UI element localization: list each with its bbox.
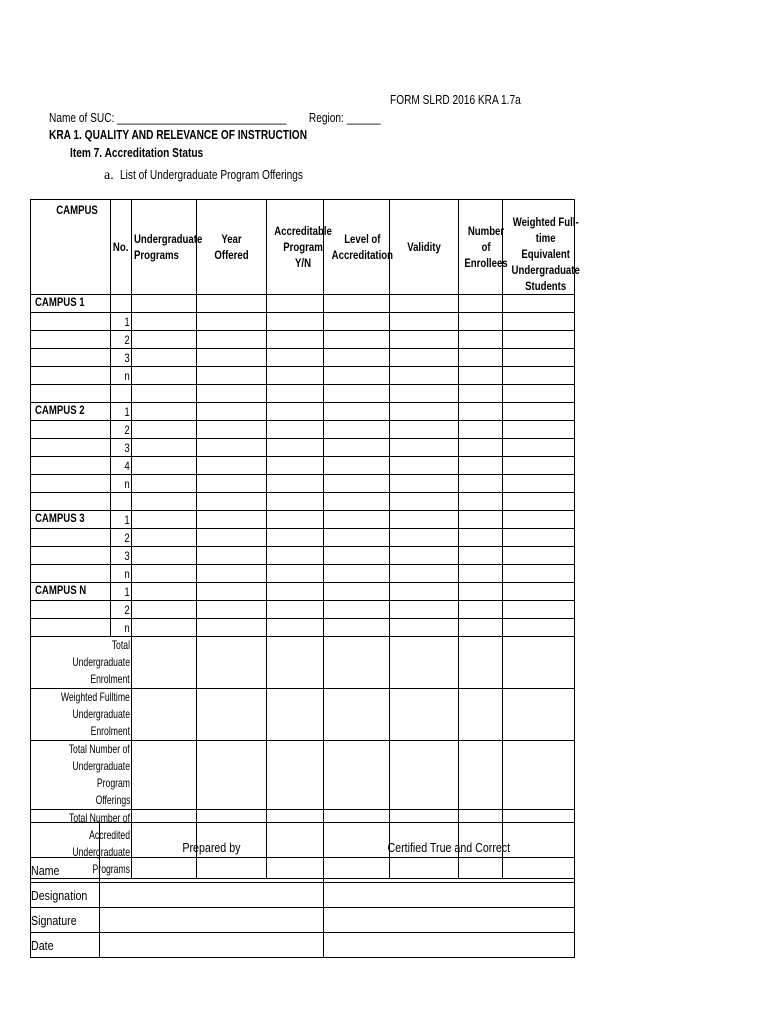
total-cell[interactable] bbox=[459, 637, 503, 689]
row-number: 1 bbox=[111, 511, 132, 529]
entry-cell[interactable] bbox=[390, 583, 459, 601]
entry-cell[interactable] bbox=[132, 313, 197, 331]
entry-cell[interactable] bbox=[197, 367, 267, 385]
col-programs: Undergraduate Programs bbox=[132, 200, 197, 295]
campus-row bbox=[31, 295, 575, 313]
total-cell[interactable] bbox=[197, 637, 267, 689]
entry-cell[interactable] bbox=[267, 475, 324, 493]
entry-cell[interactable] bbox=[267, 583, 324, 601]
entry-cell[interactable] bbox=[459, 601, 503, 619]
entry-cell[interactable] bbox=[459, 583, 503, 601]
entry-cell[interactable] bbox=[197, 331, 267, 349]
entry-cell[interactable] bbox=[267, 313, 324, 331]
entry-cell[interactable] bbox=[459, 367, 503, 385]
campus-blank bbox=[31, 565, 111, 583]
spacer-cell[interactable] bbox=[324, 385, 390, 403]
total-cell[interactable] bbox=[324, 689, 390, 741]
total-label-weighted: Weighted Fulltime Undergraduate Enrolment bbox=[31, 689, 132, 741]
total-row-weighted bbox=[31, 689, 575, 741]
spacer-cell[interactable] bbox=[503, 385, 575, 403]
entry-cell[interactable] bbox=[267, 331, 324, 349]
suc-name-label: Name of SUC: ______________________________ bbox=[49, 110, 287, 125]
entry-cell[interactable] bbox=[390, 331, 459, 349]
signature-label: Signature bbox=[31, 908, 100, 933]
entry-cell[interactable] bbox=[459, 349, 503, 367]
entry-cell[interactable] bbox=[503, 403, 575, 421]
entry-cell[interactable] bbox=[324, 511, 390, 529]
entry-cell[interactable] bbox=[390, 547, 459, 565]
entry-cell[interactable] bbox=[132, 457, 197, 475]
entry-cell[interactable] bbox=[197, 313, 267, 331]
entry-cell[interactable] bbox=[324, 457, 390, 475]
entry-cell[interactable] bbox=[390, 457, 459, 475]
spacer-cell[interactable] bbox=[132, 493, 197, 511]
entry-cell[interactable] bbox=[267, 295, 324, 313]
total-cell[interactable] bbox=[503, 689, 575, 741]
spacer-cell[interactable] bbox=[31, 493, 111, 511]
entry-cell[interactable] bbox=[197, 349, 267, 367]
row-number: n bbox=[111, 565, 132, 583]
entry-cell[interactable] bbox=[459, 511, 503, 529]
entry-cell[interactable] bbox=[132, 349, 197, 367]
table-row bbox=[31, 529, 575, 547]
row-number: 3 bbox=[111, 547, 132, 565]
row-number: 4 bbox=[111, 457, 132, 475]
campus-label: CAMPUS 3 bbox=[31, 511, 111, 529]
campus-blank bbox=[31, 529, 111, 547]
entry-cell[interactable] bbox=[132, 565, 197, 583]
entry-cell[interactable] bbox=[324, 619, 390, 637]
total-label-offerings: Total Number of Undergraduate Program Offerings bbox=[31, 741, 132, 810]
entry-cell[interactable] bbox=[132, 601, 197, 619]
entry-cell[interactable] bbox=[267, 457, 324, 475]
entry-cell[interactable] bbox=[390, 349, 459, 367]
entry-cell[interactable] bbox=[197, 547, 267, 565]
entry-cell[interactable] bbox=[197, 421, 267, 439]
campus-blank bbox=[31, 619, 111, 637]
total-label-enrolment: Total Undergraduate Enrolment bbox=[31, 637, 132, 689]
spacer-cell[interactable] bbox=[197, 493, 267, 511]
campus-blank bbox=[31, 439, 111, 457]
row-number: 2 bbox=[111, 421, 132, 439]
entry-cell[interactable] bbox=[390, 475, 459, 493]
entry-cell[interactable] bbox=[324, 529, 390, 547]
total-row-enrolment bbox=[31, 637, 575, 689]
campus-blank bbox=[31, 421, 111, 439]
entry-cell[interactable] bbox=[459, 475, 503, 493]
entry-cell[interactable] bbox=[324, 475, 390, 493]
entry-cell[interactable] bbox=[324, 439, 390, 457]
campus-label: CAMPUS N bbox=[31, 583, 111, 601]
signature-table bbox=[30, 822, 575, 958]
campus-label: CAMPUS 1 bbox=[31, 295, 111, 313]
entry-cell[interactable] bbox=[324, 421, 390, 439]
total-cell[interactable] bbox=[390, 637, 459, 689]
entry-cell[interactable] bbox=[459, 439, 503, 457]
form-code: FORM SLRD 2016 KRA 1.7a bbox=[390, 92, 521, 107]
table-row bbox=[31, 331, 575, 349]
spacer-cell[interactable] bbox=[197, 385, 267, 403]
entry-cell[interactable] bbox=[503, 511, 575, 529]
date-label: Date bbox=[31, 933, 100, 958]
entry-cell[interactable] bbox=[132, 583, 197, 601]
spacer-cell[interactable] bbox=[111, 385, 132, 403]
item-title: Item 7. Accreditation Status bbox=[70, 145, 204, 160]
entry-cell[interactable] bbox=[267, 439, 324, 457]
entry-cell[interactable] bbox=[459, 421, 503, 439]
table-row bbox=[31, 565, 575, 583]
certified-header: Certified True and Correct bbox=[324, 823, 575, 858]
entry-cell[interactable] bbox=[197, 457, 267, 475]
entry-cell[interactable] bbox=[324, 331, 390, 349]
entry-cell[interactable] bbox=[197, 583, 267, 601]
entry-cell[interactable] bbox=[503, 619, 575, 637]
entry-cell[interactable] bbox=[267, 529, 324, 547]
spacer-cell[interactable] bbox=[390, 385, 459, 403]
entry-cell[interactable] bbox=[459, 529, 503, 547]
table-row bbox=[31, 601, 575, 619]
spacer-row bbox=[31, 385, 575, 403]
suc-region-line bbox=[49, 110, 474, 125]
row-number: n bbox=[111, 367, 132, 385]
entry-cell[interactable] bbox=[503, 331, 575, 349]
campus-blank bbox=[31, 457, 111, 475]
col-level: Level of Accreditation bbox=[324, 200, 390, 295]
row-number: 1 bbox=[111, 313, 132, 331]
table-row bbox=[31, 349, 575, 367]
entry-cell[interactable] bbox=[324, 547, 390, 565]
row-number: 2 bbox=[111, 331, 132, 349]
table-row bbox=[31, 619, 575, 637]
table-row bbox=[31, 421, 575, 439]
spacer-row bbox=[31, 493, 575, 511]
total-cell[interactable] bbox=[390, 689, 459, 741]
entry-cell[interactable] bbox=[132, 403, 197, 421]
entry-cell[interactable] bbox=[267, 565, 324, 583]
entry-cell[interactable] bbox=[503, 583, 575, 601]
entry-cell[interactable] bbox=[132, 511, 197, 529]
campus-blank bbox=[31, 547, 111, 565]
spacer-cell[interactable] bbox=[324, 493, 390, 511]
entry-cell[interactable] bbox=[267, 547, 324, 565]
region-label: Region: ______ bbox=[308, 110, 381, 125]
spacer-cell[interactable] bbox=[267, 493, 324, 511]
entry-cell[interactable] bbox=[390, 403, 459, 421]
col-weighted: Weighted Full-time Equivalent Undergraduate Students bbox=[503, 200, 575, 295]
prepared-by-header: Prepared by bbox=[100, 823, 324, 858]
campus-blank bbox=[31, 349, 111, 367]
prepared-designation-field[interactable] bbox=[100, 883, 324, 908]
certified-signature-field[interactable] bbox=[324, 908, 575, 933]
entry-cell[interactable] bbox=[459, 457, 503, 475]
entry-cell[interactable] bbox=[324, 601, 390, 619]
entry-cell[interactable] bbox=[197, 403, 267, 421]
certified-name-field[interactable] bbox=[324, 858, 575, 883]
entry-cell[interactable] bbox=[197, 529, 267, 547]
name-label: Name bbox=[31, 858, 100, 883]
total-cell[interactable] bbox=[197, 741, 267, 810]
total-cell[interactable] bbox=[390, 741, 459, 810]
list-marker: a. bbox=[104, 168, 114, 183]
entry-cell[interactable] bbox=[390, 511, 459, 529]
campus-label: CAMPUS 2 bbox=[31, 403, 111, 421]
spacer-cell[interactable] bbox=[132, 385, 197, 403]
entry-cell[interactable] bbox=[267, 619, 324, 637]
entry-cell[interactable] bbox=[132, 439, 197, 457]
entry-cell[interactable] bbox=[503, 529, 575, 547]
total-cell[interactable] bbox=[267, 741, 324, 810]
entry-cell[interactable] bbox=[267, 511, 324, 529]
entry-cell[interactable] bbox=[459, 295, 503, 313]
entry-cell[interactable] bbox=[197, 565, 267, 583]
total-cell[interactable] bbox=[324, 637, 390, 689]
entry-cell[interactable] bbox=[459, 403, 503, 421]
total-cell[interactable] bbox=[197, 689, 267, 741]
col-accreditable: Accreditable Program Y/N bbox=[267, 200, 324, 295]
campus-row bbox=[31, 511, 575, 529]
entry-cell[interactable] bbox=[503, 421, 575, 439]
spacer-cell[interactable] bbox=[390, 493, 459, 511]
entry-cell[interactable] bbox=[197, 295, 267, 313]
total-label-accredited: Total Number of Accredited Undergraduate Programs bbox=[31, 810, 132, 879]
entry-cell[interactable] bbox=[267, 421, 324, 439]
entry-cell[interactable] bbox=[132, 421, 197, 439]
spacer-cell[interactable] bbox=[111, 493, 132, 511]
entry-cell[interactable] bbox=[503, 349, 575, 367]
table-row bbox=[31, 457, 575, 475]
row-number: 3 bbox=[111, 349, 132, 367]
table-row bbox=[31, 547, 575, 565]
entry-cell[interactable] bbox=[324, 403, 390, 421]
row-number: 2 bbox=[111, 529, 132, 547]
row-number: 1 bbox=[111, 403, 132, 421]
entry-cell[interactable] bbox=[459, 547, 503, 565]
col-no: No. bbox=[111, 200, 132, 295]
spacer-cell[interactable] bbox=[503, 493, 575, 511]
entry-cell[interactable] bbox=[503, 439, 575, 457]
spacer-cell[interactable] bbox=[459, 493, 503, 511]
entry-cell[interactable] bbox=[267, 601, 324, 619]
list-title-text: List of Undergraduate Program Offerings bbox=[119, 167, 303, 182]
entry-cell[interactable] bbox=[459, 313, 503, 331]
entry-cell[interactable] bbox=[132, 547, 197, 565]
entry-cell[interactable] bbox=[267, 349, 324, 367]
col-enrollees: Number of Enrollees bbox=[459, 200, 503, 295]
spacer-cell[interactable] bbox=[267, 385, 324, 403]
campus-blank bbox=[31, 601, 111, 619]
table-row bbox=[31, 367, 575, 385]
campus-blank bbox=[31, 475, 111, 493]
table-row bbox=[31, 313, 575, 331]
entry-cell[interactable] bbox=[197, 475, 267, 493]
entry-cell[interactable] bbox=[459, 619, 503, 637]
kra-title: KRA 1. QUALITY AND RELEVANCE OF INSTRUCTION bbox=[49, 127, 308, 142]
total-cell[interactable] bbox=[324, 741, 390, 810]
accreditation-table bbox=[30, 199, 580, 879]
entry-cell[interactable] bbox=[197, 601, 267, 619]
spacer-cell[interactable] bbox=[459, 385, 503, 403]
prepared-date-field[interactable] bbox=[100, 933, 324, 958]
total-cell[interactable] bbox=[267, 689, 324, 741]
row-number: 3 bbox=[111, 439, 132, 457]
entry-cell[interactable] bbox=[132, 529, 197, 547]
designation-label: Designation bbox=[31, 883, 100, 908]
prepared-name-field[interactable] bbox=[100, 858, 324, 883]
entry-cell[interactable] bbox=[390, 529, 459, 547]
entry-cell[interactable] bbox=[324, 367, 390, 385]
entry-cell[interactable] bbox=[324, 349, 390, 367]
entry-cell[interactable] bbox=[503, 601, 575, 619]
total-row-offerings bbox=[31, 741, 575, 810]
entry-cell[interactable] bbox=[132, 295, 197, 313]
total-cell[interactable] bbox=[459, 741, 503, 810]
certified-date-field[interactable] bbox=[324, 933, 575, 958]
entry-cell[interactable] bbox=[390, 439, 459, 457]
entry-cell[interactable] bbox=[197, 439, 267, 457]
col-campus: CAMPUS bbox=[31, 200, 111, 295]
entry-cell[interactable] bbox=[503, 367, 575, 385]
entry-cell[interactable] bbox=[132, 619, 197, 637]
total-cell[interactable] bbox=[132, 689, 197, 741]
entry-cell[interactable] bbox=[197, 511, 267, 529]
entry-cell[interactable] bbox=[267, 367, 324, 385]
prepared-signature-field[interactable] bbox=[100, 908, 324, 933]
spacer-cell[interactable] bbox=[31, 385, 111, 403]
total-cell[interactable] bbox=[267, 637, 324, 689]
campus-blank bbox=[31, 313, 111, 331]
total-cell[interactable] bbox=[132, 741, 197, 810]
entry-cell[interactable] bbox=[197, 619, 267, 637]
entry-cell[interactable] bbox=[503, 547, 575, 565]
entry-cell[interactable] bbox=[503, 295, 575, 313]
entry-cell[interactable] bbox=[390, 619, 459, 637]
entry-cell[interactable] bbox=[267, 403, 324, 421]
certified-designation-field[interactable] bbox=[324, 883, 575, 908]
total-cell[interactable] bbox=[459, 689, 503, 741]
col-year-offered: Year Offered bbox=[197, 200, 267, 295]
entry-cell[interactable] bbox=[390, 295, 459, 313]
sign-corner-cell bbox=[31, 823, 100, 858]
campus-blank bbox=[31, 331, 111, 349]
entry-cell[interactable] bbox=[324, 295, 390, 313]
campus-row bbox=[31, 403, 575, 421]
row-number: 2 bbox=[111, 601, 132, 619]
entry-cell[interactable] bbox=[390, 601, 459, 619]
col-validity: Validity bbox=[390, 200, 459, 295]
entry-cell[interactable] bbox=[503, 313, 575, 331]
entry-cell[interactable] bbox=[324, 313, 390, 331]
row-number: 1 bbox=[111, 583, 132, 601]
row-number: n bbox=[111, 619, 132, 637]
row-number: n bbox=[111, 475, 132, 493]
entry-cell[interactable] bbox=[390, 313, 459, 331]
entry-cell[interactable] bbox=[503, 457, 575, 475]
entry-cell[interactable] bbox=[324, 565, 390, 583]
row-number bbox=[111, 295, 132, 313]
campus-blank bbox=[31, 367, 111, 385]
list-title bbox=[104, 167, 354, 184]
entry-cell[interactable] bbox=[132, 475, 197, 493]
total-cell[interactable] bbox=[503, 637, 575, 689]
entry-cell[interactable] bbox=[390, 565, 459, 583]
entry-cell[interactable] bbox=[390, 367, 459, 385]
entry-cell[interactable] bbox=[390, 421, 459, 439]
entry-cell[interactable] bbox=[503, 565, 575, 583]
entry-cell[interactable] bbox=[132, 331, 197, 349]
total-cell[interactable] bbox=[503, 741, 575, 810]
campus-row bbox=[31, 583, 575, 601]
table-row bbox=[31, 475, 575, 493]
total-cell[interactable] bbox=[132, 637, 197, 689]
table-row bbox=[31, 439, 575, 457]
entry-cell[interactable] bbox=[459, 565, 503, 583]
entry-cell[interactable] bbox=[132, 367, 197, 385]
entry-cell[interactable] bbox=[324, 583, 390, 601]
entry-cell[interactable] bbox=[459, 331, 503, 349]
entry-cell[interactable] bbox=[503, 475, 575, 493]
